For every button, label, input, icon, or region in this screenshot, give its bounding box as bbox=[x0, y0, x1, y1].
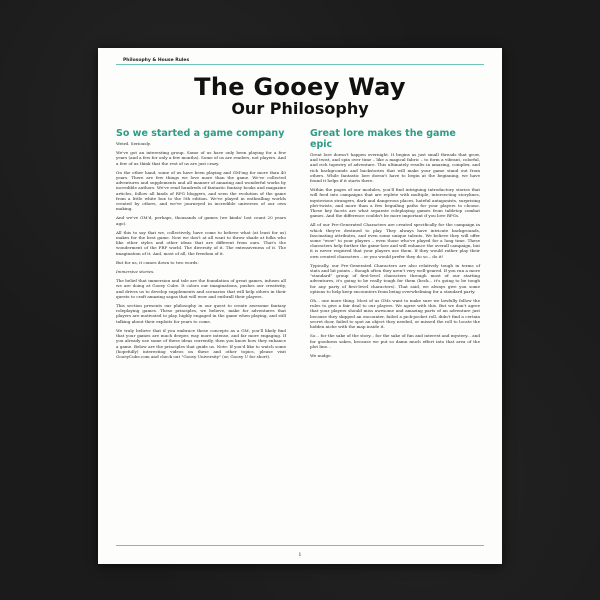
section-tag: Philosophy & House Rules bbox=[120, 58, 192, 63]
paragraph: Oh... one more thing. Most of us GMs want to make sure we lawfully follow the rules to give a fair deal to our players. We agree with this. But we don't agree that your players should miss awesome and amazing parts of an adventure just because they skipped an encounter, failed a pick-pocket roll, didn't find a certain secret door, failed to spot an object they needed, or missed the roll to locate the hidden niche with the map inside it. bbox=[310, 298, 480, 330]
paragraph: But for us, it comes down to two words: bbox=[116, 259, 199, 265]
paragraph: All this to say that we, collectively, have come to believe what (at least for us) makes for the best game. Now we don't at all want to throw shade at folks who like other styles and other ideas that are different from ours. That's the wonderment of the FRP world. The diversity of it. The extensiveness of it. The imagination of it. And, most of all, the freedom of it. bbox=[116, 229, 286, 256]
paragraph: This section presents our philosophy in our quest to create awesome fantasy roleplaying games. These principles, we believe, make for adventures that players are motivated to play, highly engaged in the game when playing, and still talking about their exploits for years to come. bbox=[116, 303, 286, 324]
paragraph: All of our Pre-Generated Characters are created specifically for the campaign in which they're destined to play. They always have intricate backgrounds, fascinating attributes, and even some unique talents. We believe they will offer some "wow" to your players – even those who've played for a long time. These characters help further the game-lore and will enhance the overall campaign, but it is never required that your players use them. If they would rather play their own created characters – or you would prefer they do so – do it! bbox=[310, 222, 480, 259]
left-column bbox=[116, 128, 286, 363]
paragraph: We've got an interesting group. Some of us have only been playing for a few years (and a few for only a few months). Some of us are readers, not players. And a few of us think that the rest of us are just crazy. bbox=[116, 150, 286, 166]
paragraph: Weird. Seriously. bbox=[116, 141, 151, 146]
paragraph: We nudge. bbox=[310, 352, 332, 358]
header-rule bbox=[116, 64, 484, 65]
footer-rule bbox=[116, 545, 484, 546]
paragraph: On the other hand, some of us have been playing and GM'ing for more than 40 years. There are few things we love more than the game. We've collected adventures and supplements and all manner of amazing and wonderful works by incredible authors. We've read hundreds of fantastic fantasy books and magazine articles, follow all kinds of RPG bloggers, and seen the evolution of the game from a little white box to the 5th edition. We've played in enthralling worlds created by others, and we've journeyed in incredible universes of our own making. bbox=[116, 169, 286, 212]
page-number: 1 bbox=[298, 552, 302, 558]
paragraph: So... for the sake of the story... for the sake of fun and interest and mystery... and for goodness sakes, because we put so damn much effort into that area of the plot line... bbox=[310, 333, 480, 349]
page-subtitle: Our Philosophy bbox=[231, 99, 369, 118]
right-column bbox=[310, 128, 480, 362]
paragraph: Great lore doesn't happen overnight. It begins as just small threads that grow, and twist, and spin over time – like a magical fabric – to form a vibrant, colorful, and rich tapestry of adventure. This ultimately results in amazing, complex, and rich backgrounds and backstories that will make your game stand out from others. While fantastic lore doesn't have to begin at the beginning, we have found it helps if it starts there. bbox=[310, 152, 480, 184]
paragraph: The belief that immersion and tale are the foundation of great games, infuses all we are doing at Gooey Cube. It colors our imaginations, pushes our creativity, and drives us to develop supplements and scenarios that will help others in their quests to craft amazing sagas that will wow and enthrall their players. bbox=[116, 278, 286, 299]
paragraph: And we've GM'd, perhaps, thousands of games (we kinda' lost count 20 years ago). bbox=[116, 215, 286, 226]
paragraph: We truly believe that if you embrace these concepts as a GM, you'll likely find that your games are much deeper, way more intense, and far more engaging. If you already use some of these ideas currently, then you know how they enhance a game. Below are the principles that guide us. Note: If you'd like to watch some (hopefully) interesting videos on these and other topics, please visit GooeyCube.com and check out "Gooey University" (or, Gooey U for short). bbox=[116, 327, 286, 359]
paragraph: Typically, our Pre-Generated Characters are also relatively tough in terms of stats and hit points – though often they aren't very well-geared. If you run a more "standard" group of first-level characters through most of our starting adventures, it's going to be really tough for them (heck... it's going to be tough for any party of first-level characters). That said, we always give you some options to help keep encounters from being overwhelming for a standard party. bbox=[310, 262, 480, 294]
paragraph: Immersive stories. bbox=[116, 269, 155, 275]
page-title: The Gooey Way bbox=[194, 73, 406, 101]
right-heading: Great lore makes the game epic bbox=[310, 128, 456, 150]
left-heading: So we started a game company bbox=[116, 128, 285, 139]
paragraph: Within the pages of our modules, you'll find intriguing introductory stories that will feed into campaigns that are replete with multiple, intersecting storylines, mysterious strangers, dark and dangerous places, hateful antagonists, surprising plot-twists, and more than a few beguiling paths for your players to choose. These key facets are what separate roleplaying games from tabletop combat games. And the difference couldn't be more important if you love RPGs. bbox=[310, 187, 480, 219]
document-page bbox=[98, 48, 502, 564]
